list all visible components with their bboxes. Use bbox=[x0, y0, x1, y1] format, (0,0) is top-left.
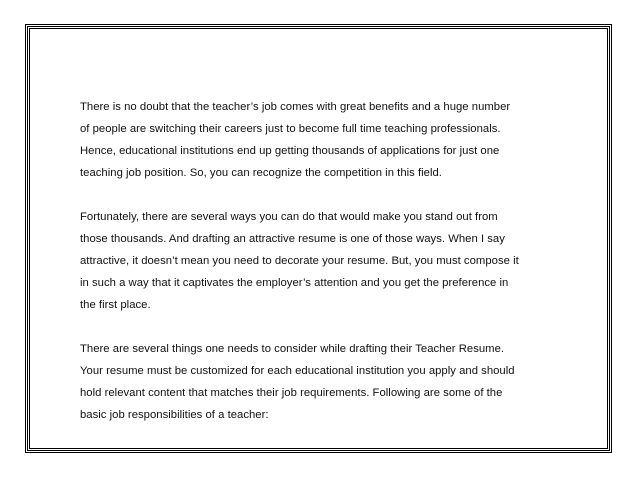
text-line: Your resume must be customized for each educational institution you apply and should bbox=[80, 365, 515, 377]
text-line: Fortunately, there are several ways you can do that would make you stand out from bbox=[80, 211, 498, 223]
text-line: of people are switching their careers just to become full time teaching professionals. bbox=[80, 123, 501, 135]
text-line: There are several things one needs to consider while drafting their Teacher Resume. bbox=[80, 343, 505, 355]
text-line: Hence, educational institutions end up getting thousands of applications for just one bbox=[80, 145, 500, 157]
text-line: basic job responsibilities of a teacher: bbox=[80, 409, 269, 421]
text-line: There is no doubt that the teacher’s job comes with great benefits and a huge number bbox=[80, 101, 511, 113]
text-line: the first place. bbox=[80, 299, 151, 311]
text-line: teaching job position. So, you can recognize the competition in this field. bbox=[80, 167, 442, 179]
text-line: hold relevant content that matches their job requirements. Following are some of the bbox=[80, 387, 503, 399]
paragraph-stand-out bbox=[80, 206, 570, 316]
paragraph-intro bbox=[80, 96, 570, 184]
text-line: those thousands. And drafting an attractive resume is one of those ways. When I say bbox=[80, 233, 505, 245]
text-line: in such a way that it captivates the employer’s attention and you get the preference in bbox=[80, 277, 509, 289]
text-line: attractive, it doesn’t mean you need to decorate your resume. But, you must compose it bbox=[80, 255, 519, 267]
paragraph-responsibilities bbox=[80, 338, 570, 426]
document-body bbox=[80, 96, 570, 448]
